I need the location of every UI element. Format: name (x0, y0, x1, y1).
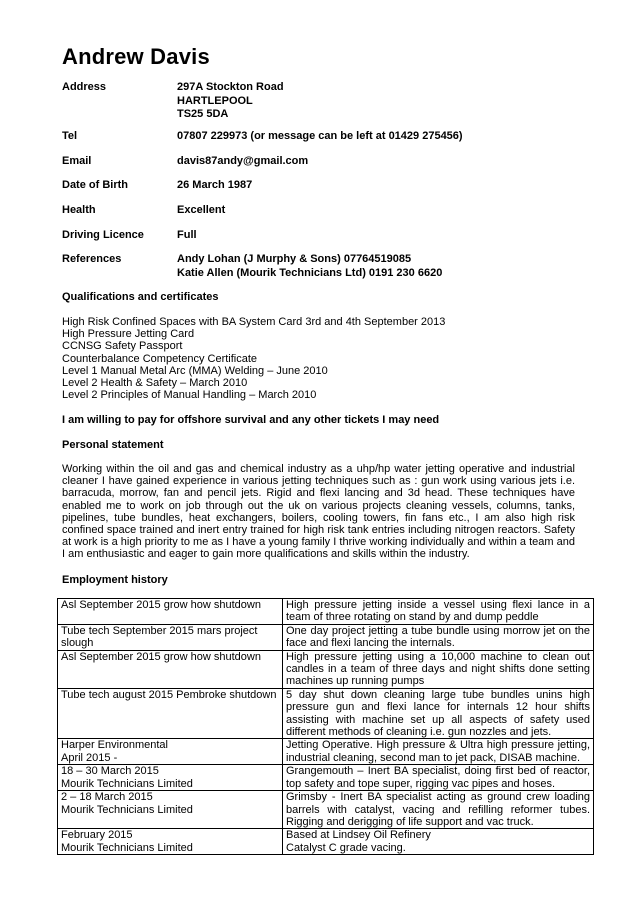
address-line: HARTLEPOOL (177, 94, 253, 107)
duties-cell: One day project jetting a tube bundle using morrow jet on the face and flexi lancing the internals. (283, 624, 594, 650)
employer-cell (58, 829, 283, 855)
duties-cell: Jetting Operative. High pressure & Ultra high pressure jetting, industrial cleaning, second man to jet pack, DISAB machine. (283, 739, 594, 765)
duties-cell: Grangemouth – Inert BA specialist, doing first bed of reactor, top safety and tope super, rigging vac pipes and hoses. (283, 765, 594, 791)
dob-label: Date of Birth (62, 179, 128, 191)
employer-cell (58, 791, 283, 829)
licence-value: Full (177, 229, 197, 241)
tel-label: Tel (62, 130, 78, 142)
employer-cell (58, 688, 283, 739)
email-value: davis87andy@gmail.com (177, 155, 309, 167)
duties-cell: 5 day shut down cleaning large tube bundles unins high pressure gun and flexi lance for internals 12 hour shifts assisting with machine set up all aspects of safety used different methods of cleaning i.e. gun nozzles and jets. (283, 688, 594, 739)
qualification-item: Level 1 Manual Metal Arc (MMA) Welding – June 2010 (62, 364, 328, 377)
table-row (58, 829, 594, 855)
employer-line: 18 – 30 March 2015 (61, 765, 159, 778)
table-row (58, 688, 594, 739)
qualification-item: High Risk Confined Spaces with BA System Card 3rd and 4th September 2013 (62, 316, 446, 328)
duties-cell: High pressure jetting inside a vessel using flexi lance in a team of three rotating on stand by and dump peddle (283, 599, 594, 625)
address-value (177, 81, 284, 122)
offshore-note: I am willing to pay for offshore survival and any other tickets I may need (62, 414, 440, 426)
references-label: References (62, 253, 122, 265)
employer-line: Mourik Technicians Limited (61, 803, 193, 816)
employer-line: February 2015 (61, 829, 133, 842)
employment-heading: Employment history (62, 574, 168, 586)
qualification-item: Counterbalance Competency Certificate (62, 352, 258, 365)
address-line: 297A Stockton Road (177, 81, 284, 93)
table-row (58, 650, 594, 688)
personal-statement-text: Working within the oil and gas and chemical industry as a uhp/hp water jetting operative and industrial cleaner I have gained experience in various jetting techniques such as : gun work using various jets i.e. barracuda, morrow, fan and pencil jets. Rigid and flexi lancing and 3d head. These techniques have enabled me to work on job through out the uk on various projects cleaning vessels, columns, tanks, pipelines, tube bundles, heat exchangers, boilers, cooling towers, fin fans etc., I am also high risk confined space trained and inert entry trained for high risk tank entries including nitrogen reactors. Safety at work is a high priority to me as I have a young family I thrive working individually and within a team and I am enthusiastic and eager to gain more qualifications and skills within the industry. (62, 463, 575, 561)
personal-statement-heading: Personal statement (62, 439, 164, 451)
employer-line: 2 – 18 March 2015 (61, 791, 153, 804)
qualification-item: Level 2 Health & Safety – March 2010 (62, 377, 248, 390)
qualifications-heading: Qualifications and certificates (62, 291, 219, 303)
references-value (177, 253, 442, 280)
employer-line: Mourik Technicians Limited (61, 777, 193, 790)
table-row (58, 624, 594, 650)
duties-cell: Grimsby - Inert BA specialist acting as ground crew loading barrels with catalyst, vacing and refilling reformer tubes. Rigging and derigging of life support and vac truck. (283, 791, 594, 829)
employer-cell (58, 739, 283, 765)
qualification-item: CCNSG Safety Passport (62, 340, 183, 353)
address-line: TS25 5DA (177, 108, 229, 120)
table-row (58, 599, 594, 625)
employer-cell (58, 765, 283, 791)
employer-cell (58, 650, 283, 688)
tel-value: 07807 229973 (or message can be left at 01429 275456) (177, 130, 463, 142)
qualifications-list (62, 316, 445, 401)
address-label: Address (62, 81, 107, 93)
employer-line: Asl September 2015 grow how shutdown (61, 650, 261, 663)
employer-line: Tube tech august 2015 Pembroke shutdown (61, 688, 277, 701)
email-label: Email (62, 155, 92, 167)
table-row (58, 765, 594, 791)
duties-cell: High pressure jetting using a 10,000 machine to clean out candles in a team of three days and night shifts done setting machines up running pumps (283, 650, 594, 688)
duties-cell: Based at Lindsey Oil Refinery Catalyst C grade vacing. (283, 829, 594, 855)
employment-table (57, 598, 594, 855)
candidate-name: Andrew Davis (62, 44, 210, 69)
qualification-item: High Pressure Jetting Card (62, 328, 195, 341)
employer-line: Harper Environmental (61, 739, 168, 752)
employer-line: Mourik Technicians Limited (61, 841, 193, 854)
table-row (58, 739, 594, 765)
licence-label: Driving Licence (62, 229, 144, 241)
health-label: Health (62, 204, 96, 216)
dob-value: 26 March 1987 (177, 179, 253, 191)
health-value: Excellent (177, 204, 226, 216)
table-row (58, 791, 594, 829)
employer-line: Tube tech September 2015 mars project slough (61, 624, 258, 650)
reference-line: Katie Allen (Mourik Technicians Ltd) 0191 230 6620 (177, 266, 443, 279)
employer-line: Asl September 2015 grow how shutdown (61, 599, 261, 611)
employer-cell (58, 624, 283, 650)
employer-cell (58, 599, 283, 625)
qualification-item: Level 2 Principles of Manual Handling – March 2010 (62, 389, 317, 402)
reference-line: Andy Lohan (J Murphy & Sons) 07764519085 (177, 253, 412, 265)
employer-line: April 2015 - (61, 751, 118, 764)
